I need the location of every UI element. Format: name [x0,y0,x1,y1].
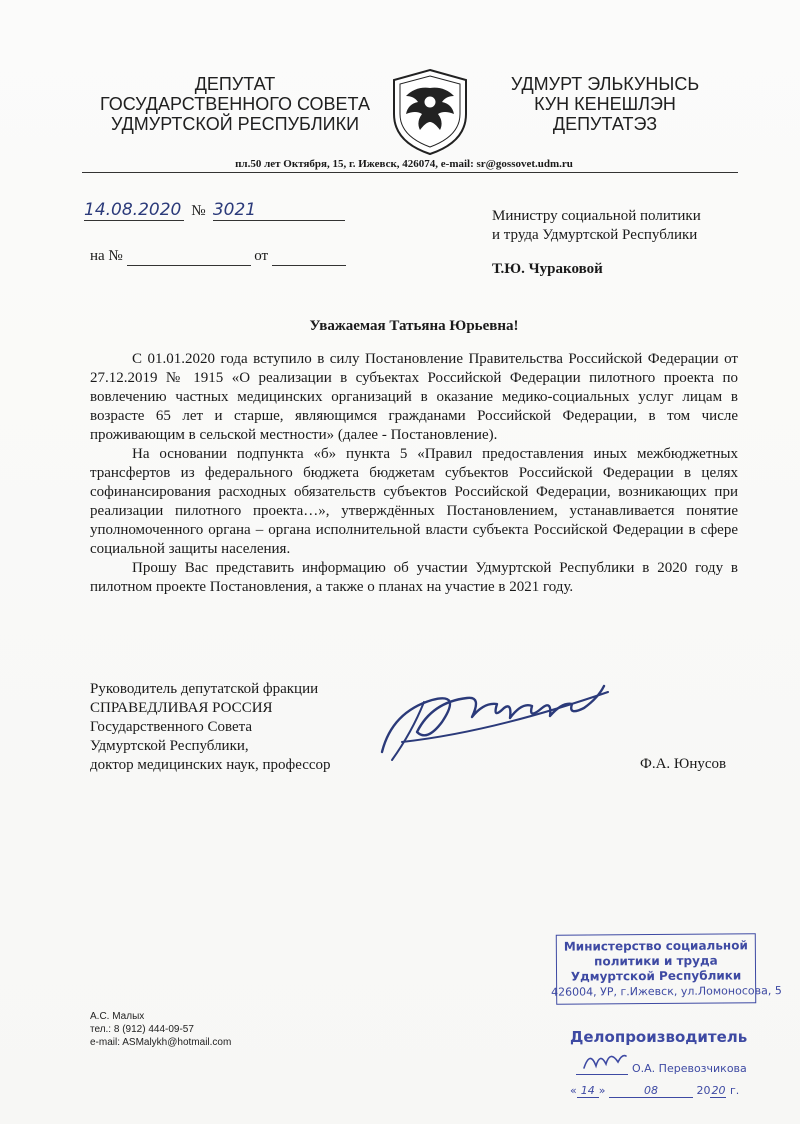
signatory-line-2: СПРАВЕДЛИВАЯ РОССИЯ [90,700,273,716]
clerk-date-month: 08 [609,1084,693,1098]
header-divider [82,172,738,173]
number-label: № [191,203,206,219]
clerk-title: Делопроизводитель [570,1028,748,1046]
signatory-name: Ф.А. Юнусов [640,756,727,772]
signatory-line-1: Руководитель депутатской фракции [90,681,319,697]
stamp-line-2: политики и труда [594,953,718,969]
stamp-address: 426004, УР, г.Ижевск, ул.Ломоносова, 5 [551,984,782,999]
outgoing-number: 3021 [213,200,345,221]
udmurt-coat-of-arms-icon [386,66,474,158]
header-left-russian [85,74,385,134]
body-paragraph-2: На основании подпункта «б» пункта 5 «Правил предоставления иных межбюджетных трансфертов из федерального бюджета бюджетам субъектов Российской Федерации в целях софинансирования расходных обязательств субъектов Российской Федерации, возникающих при реализации пилотного проекта…», утверждённых Постановлением, устанавливается понятие уполномоченного органа – органа исполнительной власти субъекта Российской Федерации в сфере социальной защиты населения. [90,446,738,557]
signatory-line-5: доктор медицинских наук, профессор [90,757,331,773]
header-left-line-2: ГОСУДАРСТВЕННОГО СОВЕТА [100,94,370,114]
clerk-date: « 14 » 08 2020 г. [570,1084,740,1097]
clerk-date-year-prefix: 20 [696,1084,711,1097]
clerk-name: О.А. Перевозчикова [632,1062,747,1075]
incoming-registration-stamp [551,933,782,1004]
clerk-date-year: 20 [711,1084,726,1097]
greeting: Уважаемая Татьяна Юрьевна! [309,318,519,334]
executor-phone: тел.: 8 (912) 444-09-57 [90,1024,194,1035]
body-paragraph-3: Прошу Вас представить информацию об участии Удмуртской Республики в 2020 году в пилотном проекте Постановления, а также о планах на участие в 2021 году. [90,560,738,595]
reference-number-label: на № [90,248,123,264]
outgoing-date: 14.08.2020 [84,200,184,221]
executor-name: А.С. Малых [90,1011,145,1022]
clerk-date-day: 14 [577,1084,599,1098]
stamp-line-3: Удмуртской Республики [570,968,742,984]
handwritten-signature [372,672,622,767]
reference-date-blank [272,248,346,266]
clerk-stamp [570,1028,748,1097]
signatory-line-4: Удмуртской Республики, [90,738,249,754]
letter-body [90,350,738,597]
addressee-line-1: Министру социальной политики [492,208,701,224]
body-paragraph-1: С 01.01.2020 года вступило в силу Постановление Правительства Российской Федерации от 27.12.2019 № 1915 «О реализации в субъектах Российской Федерации пилотного проекта по вовлечению частных медицинских организаций в оказание медико-социальных услуг лицам в возрасте 65 лет и старше, являющимся гражданами Российской Федерации, в том числе проживающим в сельской местности» (далее - Постановление). [90,351,738,443]
addressee-block [492,207,701,279]
clerk-signature-line [576,1074,628,1075]
executor-contact [90,1010,231,1049]
header-right-line-1: УДМУРТ ЭЛЬКУНЫСЬ [510,74,700,94]
executor-email: e-mail: ASMalykh@hotmail.com [90,1037,232,1048]
reference-line [90,248,346,266]
header-left-line-1: ДЕПУТАТ [194,74,276,94]
header-left-line-3: УДМУРТСКОЙ РЕСПУБЛИКИ [110,114,360,134]
header-right-line-2: КУН КЕНЕШЛЭН [534,94,676,114]
stamp-line-1: Министерство социальной [563,938,748,954]
header-right-udmurt [490,74,720,134]
addressee-name: Т.Ю. Чураковой [492,261,603,277]
signatory-line-3: Государственного Совета [90,719,253,735]
header-address: пл.50 лет Октября, 15, г. Ижевск, 426074, e-mail: sr@gossovet.udm.ru [235,158,573,170]
addressee-line-2: и труда Удмуртской Республики [492,227,698,243]
signatory-title-block [90,680,331,775]
clerk-date-year-suffix: г. [729,1084,740,1097]
header-right-line-3: ДЕПУТАТЭЗ [552,114,658,134]
reference-date-label: от [254,248,269,264]
registration-number-line [84,200,345,221]
reference-number-blank [127,248,251,266]
clerk-signature [580,1046,628,1074]
